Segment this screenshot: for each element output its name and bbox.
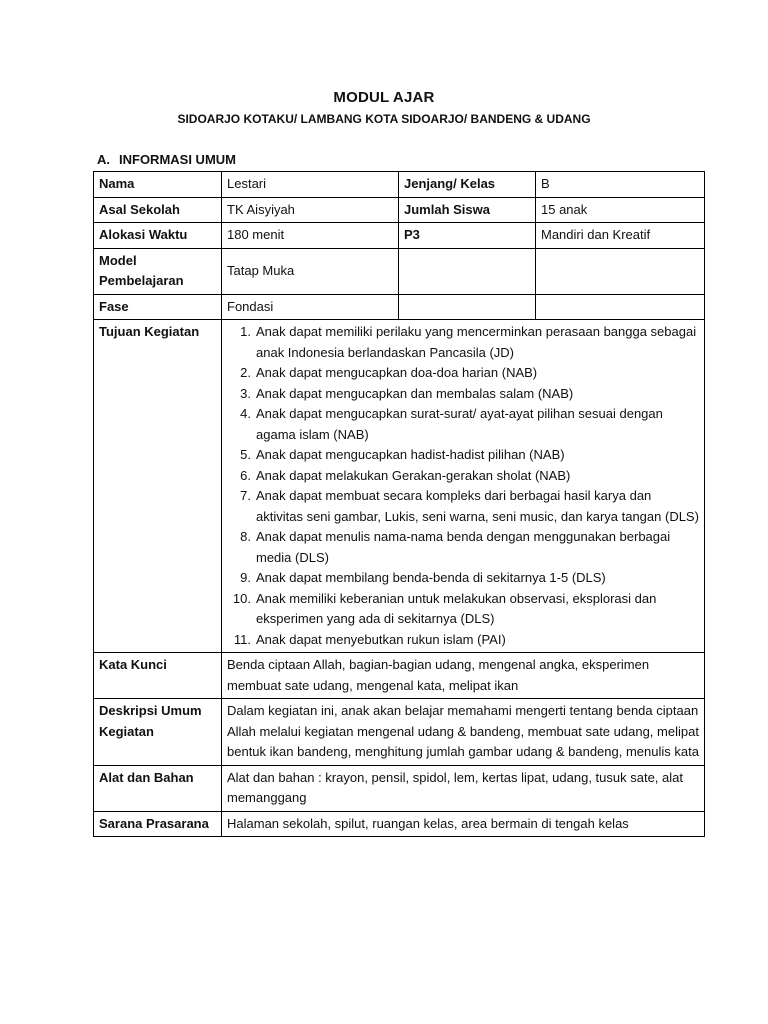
tujuan-cell [222, 320, 705, 653]
table-row [94, 765, 705, 811]
list-item-number: 4. [240, 406, 251, 421]
table-row [94, 811, 705, 837]
list-item-number: 6. [240, 467, 251, 483]
list-item-text: Anak dapat memiliki perilaku yang mencerminkan perasaan bangga sebagai anak Indonesia berlandaskan Pancasila (JD) [256, 324, 697, 360]
list-item-number: 10. [232, 590, 251, 606]
table-row [94, 653, 705, 699]
fase-label: Fase [94, 294, 222, 320]
section-heading [97, 152, 236, 167]
empty-cell [399, 294, 536, 320]
table-row [94, 699, 705, 766]
sarana-label: Sarana Prasarana [94, 811, 222, 837]
list-item [227, 630, 699, 651]
p3-value: Mandiri dan Kreatif [536, 223, 705, 249]
section-number: A. [97, 152, 110, 167]
list-item-text: Anak dapat menulis nama-nama benda dengan menggunakan berbagai media (DLS) [256, 529, 671, 565]
section-title: INFORMASI UMUM [119, 152, 236, 167]
model-label: Model Pembelajaran [94, 248, 222, 294]
list-item-text: Anak dapat mengucapkan surat-surat/ ayat-ayat pilihan sesuai dengan agama islam (NAB) [256, 406, 663, 442]
asal-sekolah-label: Asal Sekolah [94, 197, 222, 223]
tujuan-label: Tujuan Kegiatan [94, 320, 222, 653]
list-item-text: Anak dapat membilang benda-benda di sekitarnya 1-5 (DLS) [256, 570, 606, 585]
list-item-number: 9. [240, 570, 251, 585]
list-item [227, 445, 699, 466]
empty-cell [399, 248, 536, 294]
list-item [227, 486, 699, 527]
list-item [227, 589, 699, 630]
table-row [94, 248, 705, 294]
alat-bahan-value: Alat dan bahan : krayon, pensil, spidol, lem, kertas lipat, udang, tusuk sate, alat memanggang [222, 765, 705, 811]
table-row [94, 223, 705, 249]
jenjang-value: B [536, 172, 705, 198]
list-item-text: Anak dapat mengucapkan hadist-hadist pilihan (NAB) [256, 447, 565, 462]
nama-value: Lestari [222, 172, 399, 198]
table-row [94, 320, 705, 653]
list-item [227, 404, 699, 445]
kata-kunci-label: Kata Kunci [94, 653, 222, 699]
list-item-number: 2. [240, 365, 251, 380]
page-subtitle: SIDOARJO KOTAKU/ LAMBANG KOTA SIDOARJO/ BANDENG & UDANG [177, 112, 591, 126]
jumlah-siswa-label: Jumlah Siswa [399, 197, 536, 223]
model-value: Tatap Muka [222, 248, 399, 294]
sarana-value: Halaman sekolah, spilut, ruangan kelas, area bermain di tengah kelas [222, 811, 705, 837]
list-item [227, 466, 699, 487]
list-item [227, 363, 699, 384]
kata-kunci-value: Benda ciptaan Allah, bagian-bagian udang, mengenal angka, eksperimen membuat sate udang, mengenal kata, melipat ikan [222, 653, 705, 699]
list-item-number: 7. [240, 488, 251, 503]
tujuan-list [227, 322, 699, 650]
list-item [227, 384, 699, 405]
list-item [227, 527, 699, 568]
nama-label: Nama [94, 172, 222, 198]
list-item-number: 3. [240, 385, 251, 401]
list-item-text: Anak dapat menyebutkan rukun islam (PAI) [256, 631, 506, 647]
fase-value: Fondasi [222, 294, 399, 320]
table-row [94, 294, 705, 320]
jenjang-label: Jenjang/ Kelas [399, 172, 536, 198]
alokasi-waktu-value: 180 menit [222, 223, 399, 249]
alokasi-waktu-label: Alokasi Waktu [94, 223, 222, 249]
jumlah-siswa-value: 15 anak [536, 197, 705, 223]
list-item [227, 322, 699, 363]
alat-bahan-label: Alat dan Bahan [94, 765, 222, 811]
list-item-number: 8. [240, 529, 251, 544]
deskripsi-value: Dalam kegiatan ini, anak akan belajar memahami mengerti tentang benda ciptaan Allah melalui kegiatan mengenal udang & bandeng, membuat sate udang, melipat bentuk ikan bandeng, menghitung jumlah gambar udang & bandeng, menulis kata [222, 699, 705, 766]
info-table [93, 171, 705, 837]
list-item-text: Anak dapat mengucapkan dan membalas salam (NAB) [256, 385, 574, 401]
list-item-text: Anak dapat membuat secara kompleks dari berbagai hasil karya dan aktivitas seni gambar, Lukis, seni warna, seni music, dan karya tangan (DLS) [256, 488, 699, 524]
deskripsi-label: Deskripsi Umum Kegiatan [94, 699, 222, 766]
asal-sekolah-value: TK Aisyiyah [222, 197, 399, 223]
empty-cell [536, 294, 705, 320]
list-item-text: Anak memiliki keberanian untuk melakukan observasi, eksplorasi dan eksperimen yang ada di sekitarnya (DLS) [256, 590, 657, 626]
p3-label: P3 [399, 223, 536, 249]
list-item-text: Anak dapat melakukan Gerakan-gerakan sholat (NAB) [256, 467, 571, 483]
list-item-text: Anak dapat mengucapkan doa-doa harian (NAB) [256, 365, 538, 380]
list-item-number: 11. [233, 631, 251, 647]
table-row [94, 172, 705, 198]
empty-cell [536, 248, 705, 294]
list-item-number: 1. [240, 324, 251, 339]
table-row [94, 197, 705, 223]
list-item [227, 568, 699, 589]
page-title: MODUL AJAR [333, 89, 435, 106]
list-item-number: 5. [240, 447, 251, 462]
